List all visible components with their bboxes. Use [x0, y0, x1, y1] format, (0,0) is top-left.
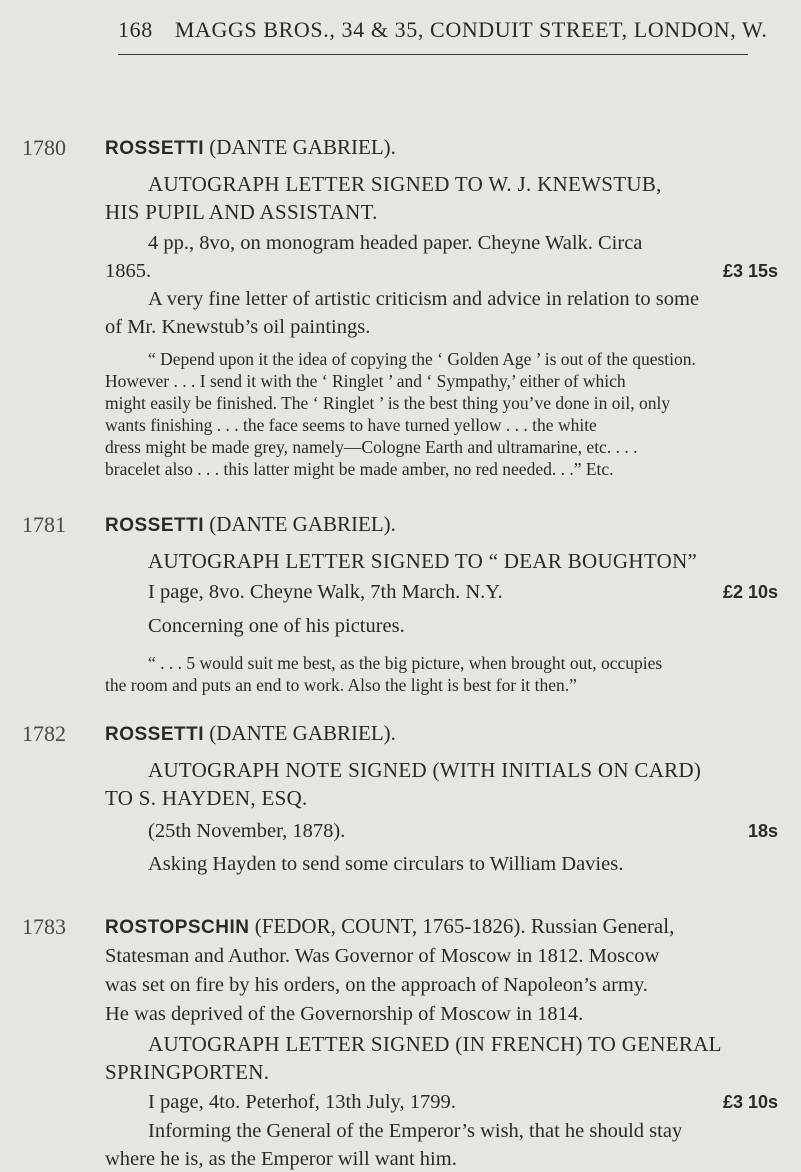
quote-line: “ Depend upon it the idea of copying the ‘ Golden Age ’ is out of the question. [148, 349, 696, 369]
quote-line: “ . . . 5 would suit me best, as the big picture, when brought out, occupies [148, 653, 663, 673]
item-price: £2 10s [722, 582, 778, 602]
quote-line: bracelet also . . . this latter might be made amber, no red needed. . .” Etc. [105, 459, 614, 479]
author-name: ROSSETTI [105, 724, 205, 745]
bio-line: Statesman and Author. Was Governor of Moscow in 1812. Moscow [105, 945, 660, 967]
author-name: ROSSETTI [105, 138, 205, 159]
lot-number: 1781 [22, 512, 66, 537]
bio-line: was set on fire by his orders, on the approach of Napoleon’s army. [105, 974, 648, 996]
item-title-line-1: AUTOGRAPH LETTER SIGNED TO W. J. KNEWSTUB, [148, 172, 662, 196]
item-note-line-2: where he is, as the Emperor will want him. [105, 1148, 457, 1170]
page-number: 168 [118, 17, 153, 42]
quote-line: dress might be made grey, namely—Cologne Earth and ultramarine, etc. . . . [105, 437, 638, 457]
entry-heading [105, 512, 396, 537]
item-description-line-2: 1865. [105, 260, 152, 282]
item-note-line-1: Concerning one of his pictures. [148, 615, 405, 637]
item-title-line-1: AUTOGRAPH LETTER SIGNED TO “ DEAR BOUGHTON” [148, 549, 698, 573]
item-note-line-2: of Mr. Knewstub’s oil paintings. [105, 316, 371, 338]
item-description-line-1: I page, 4to. Peterhof, 13th July, 1799. [148, 1091, 456, 1113]
item-note-line-1: Asking Hayden to send some circulars to William Davies. [148, 853, 624, 875]
item-price: £3 10s [722, 1092, 778, 1112]
author-details: (DANTE GABRIEL). [204, 135, 396, 159]
author-details: (FEDOR, COUNT, 1765-1826). Russian General, [249, 914, 675, 938]
item-title-line-1: AUTOGRAPH LETTER SIGNED (IN FRENCH) TO GENERAL [148, 1032, 722, 1056]
item-note-line-1: Informing the General of the Emperor’s wish, that he should stay [148, 1120, 683, 1142]
header-rule [118, 54, 748, 55]
author-details: (DANTE GABRIEL). [204, 721, 396, 745]
item-title-line-2: TO S. HAYDEN, ESQ. [105, 786, 308, 810]
quote-line: However . . . I send it with the ‘ Ringlet ’ and ‘ Sympathy,’ either of which [105, 371, 626, 391]
item-price: £3 15s [722, 261, 778, 281]
item-description-line-1: 4 pp., 8vo, on monogram headed paper. Cheyne Walk. Circa [148, 232, 643, 254]
author-name: ROSSETTI [105, 515, 205, 536]
quote-line: wants finishing . . . the face seems to have turned yellow . . . the white [105, 415, 597, 435]
item-price: 18s [747, 821, 778, 841]
lot-number: 1782 [22, 721, 66, 746]
lot-number: 1780 [22, 135, 66, 160]
entry-heading [105, 135, 396, 160]
entry-heading [105, 721, 396, 746]
lot-number: 1783 [22, 914, 66, 939]
item-note-line-1: A very fine letter of artistic criticism and advice in relation to some [148, 288, 700, 310]
quote-line: the room and puts an end to work. Also the light is best for it then.” [105, 675, 577, 695]
entry-heading [105, 914, 674, 939]
author-details: (DANTE GABRIEL). [204, 512, 396, 536]
item-title-line-2: HIS PUPIL AND ASSISTANT. [105, 200, 378, 224]
bio-line: He was deprived of the Governorship of Moscow in 1814. [105, 1003, 584, 1025]
item-title-line-2: SPRINGPORTEN. [105, 1060, 270, 1084]
publisher-line: MAGGS BROS., 34 & 35, CONDUIT STREET, LONDON, W. [174, 17, 768, 42]
item-description-line-1: I page, 8vo. Cheyne Walk, 7th March. N.Y. [148, 581, 503, 603]
item-description-line-1: (25th November, 1878). [148, 820, 346, 842]
running-head [118, 17, 778, 43]
item-title-line-1: AUTOGRAPH NOTE SIGNED (WITH INITIALS ON CARD) [148, 758, 702, 782]
quote-line: might easily be finished. The ‘ Ringlet ’ is the best thing you’ve done in oil, only [105, 393, 671, 413]
author-name: ROSTOPSCHIN [105, 917, 250, 938]
